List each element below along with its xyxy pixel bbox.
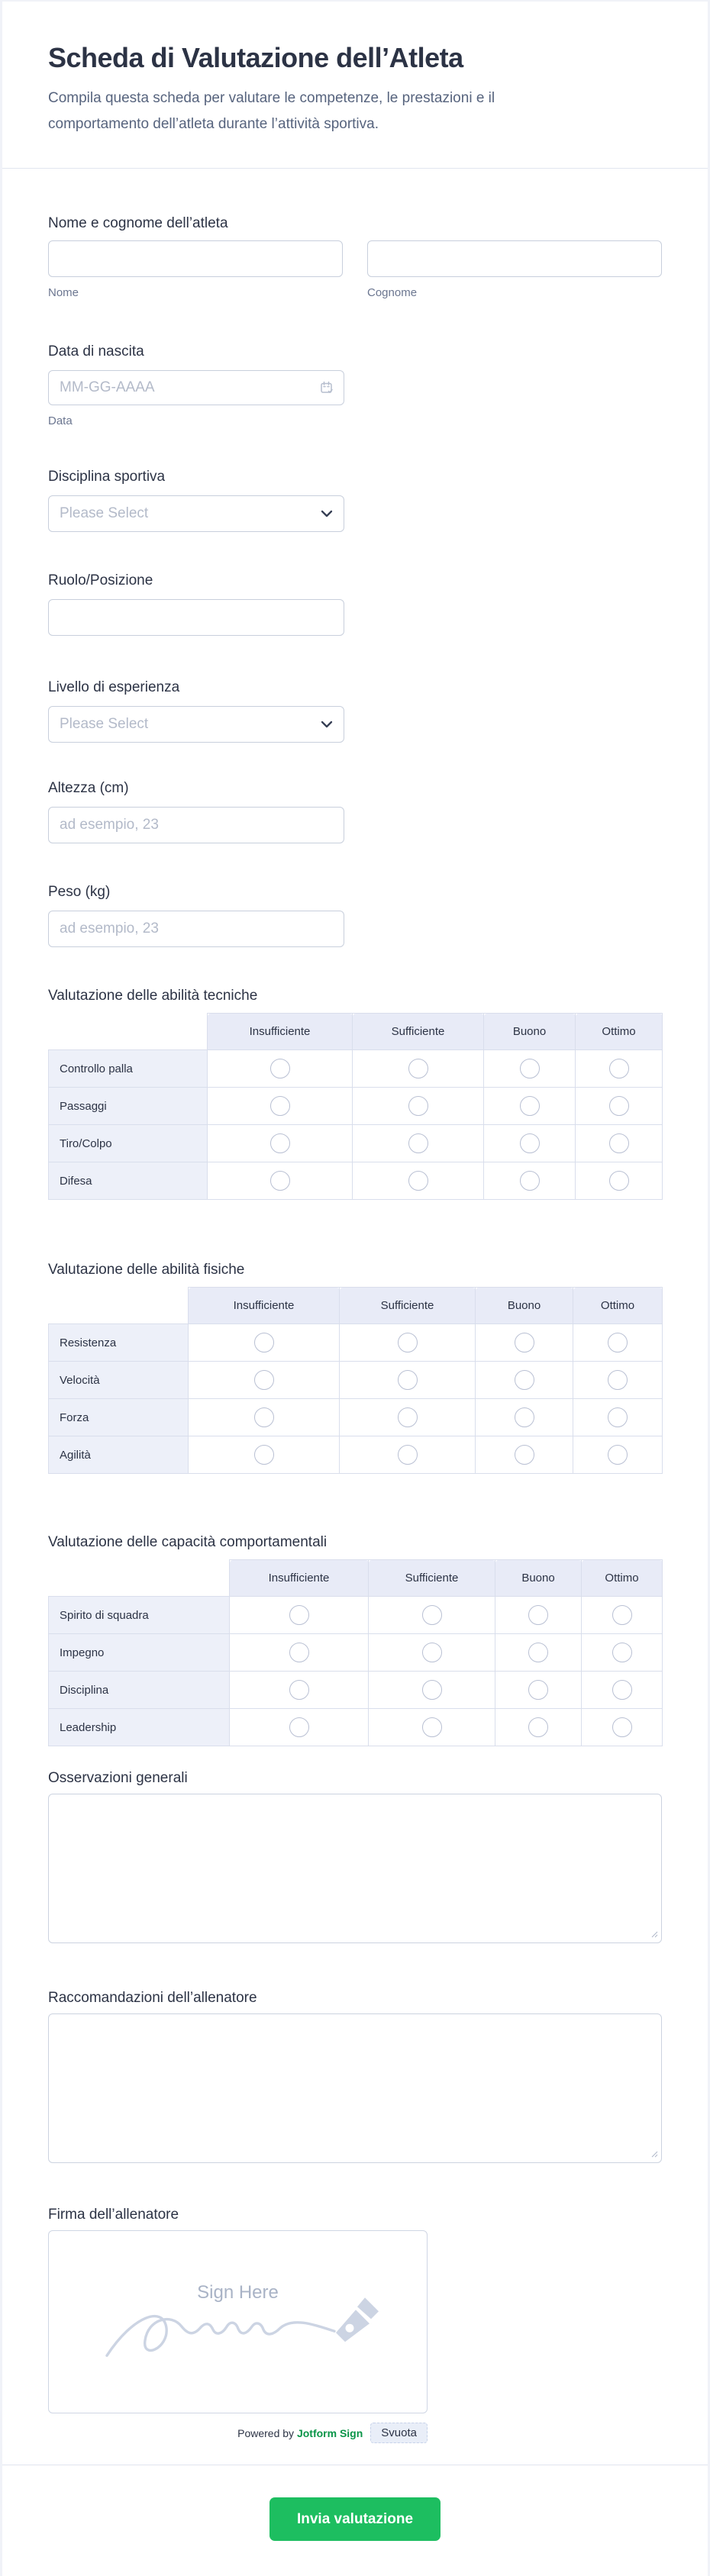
matrix-cell [369, 1597, 495, 1634]
experience-select-value: Please Select [60, 716, 149, 732]
matrix-row [49, 1050, 663, 1088]
matrix-cell [230, 1709, 369, 1746]
last-name-input[interactable] [367, 240, 662, 277]
matrix-column-header: Sufficiente [340, 1288, 476, 1324]
field-experience [48, 679, 662, 743]
matrix-cell [353, 1050, 484, 1088]
chevron-down-icon [321, 721, 333, 728]
radio-controllo-palla-ottimo[interactable] [609, 1059, 629, 1078]
calendar-icon[interactable] [319, 380, 334, 395]
observations-label: Osservazioni generali [48, 1770, 188, 1786]
matrix-cell [495, 1597, 582, 1634]
matrix-cell [340, 1399, 476, 1436]
observations-textarea[interactable] [48, 1794, 662, 1943]
radio-tiro-colpo-sufficiente[interactable] [408, 1133, 428, 1153]
radio-agilit--sufficiente[interactable] [398, 1445, 418, 1465]
matrix-column-header: Insufficiente [230, 1560, 369, 1597]
form-card [2, 2, 708, 2576]
matrix-cell [484, 1162, 576, 1200]
radio-impegno-ottimo[interactable] [612, 1643, 632, 1662]
matrix-cell [230, 1597, 369, 1634]
matrix-table-technical [48, 1013, 663, 1200]
radio-controllo-palla-buono[interactable] [520, 1059, 540, 1078]
field-recommendations [48, 1989, 662, 2163]
radio-impegno-sufficiente[interactable] [422, 1643, 442, 1662]
field-birth-date [48, 343, 662, 428]
matrix-cell [208, 1050, 353, 1088]
matrix-row-label: Disciplina [49, 1672, 230, 1709]
matrix-cell [573, 1399, 663, 1436]
recommendations-wrap [48, 2013, 662, 2163]
matrix-row [49, 1324, 663, 1362]
radio-leadership-insufficiente[interactable] [289, 1717, 309, 1737]
radio-passaggi-ottimo[interactable] [609, 1096, 629, 1116]
matrix-column-header: Sufficiente [369, 1560, 495, 1597]
matrix-cell [208, 1162, 353, 1200]
radio-passaggi-buono[interactable] [520, 1096, 540, 1116]
matrix-cell [582, 1672, 663, 1709]
radio-passaggi-insufficiente[interactable] [270, 1096, 290, 1116]
form-header [2, 2, 708, 169]
birth-date-sublabel: Data [48, 414, 73, 427]
radio-resistenza-insufficiente[interactable] [254, 1333, 274, 1352]
matrix-row [49, 1709, 663, 1746]
weight-input[interactable] [48, 911, 344, 947]
matrix-row [49, 1162, 663, 1200]
page-title: Scheda di Valutazione dell’Atleta [48, 42, 463, 73]
recommendations-label: Raccomandazioni dell’allenatore [48, 1990, 257, 2006]
matrix-cell [230, 1672, 369, 1709]
radio-tiro-colpo-ottimo[interactable] [609, 1133, 629, 1153]
clear-signature-button[interactable]: Svuota [370, 2423, 428, 2443]
radio-forza-buono[interactable] [515, 1407, 534, 1427]
submit-button[interactable]: Invia valutazione [269, 2497, 441, 2541]
matrix-cell [369, 1709, 495, 1746]
role-input[interactable] [48, 599, 344, 636]
athlete-name-label: Nome e cognome dell’atleta [48, 215, 228, 231]
signature-placeholder [93, 2276, 383, 2375]
athlete-name-inputs [48, 240, 662, 300]
matrix-row [49, 1597, 663, 1634]
field-signature [48, 2206, 662, 2443]
radio-velocit--buono[interactable] [515, 1370, 534, 1390]
matrix-cell [582, 1709, 663, 1746]
height-label: Altezza (cm) [48, 780, 129, 796]
radio-disciplina-sufficiente[interactable] [422, 1680, 442, 1700]
matrix-section-behavioral [48, 1533, 662, 1746]
radio-disciplina-buono[interactable] [528, 1680, 548, 1700]
radio-difesa-buono[interactable] [520, 1171, 540, 1191]
matrix-cell [208, 1125, 353, 1162]
matrix-cell [495, 1709, 582, 1746]
signature-footer [48, 2423, 428, 2443]
matrix-cell [340, 1324, 476, 1362]
last-name-col [367, 240, 662, 300]
matrix-cell [340, 1362, 476, 1399]
matrix-row-label: Passaggi [49, 1088, 208, 1125]
matrix-row-label: Impegno [49, 1634, 230, 1672]
birth-date-input[interactable] [48, 370, 344, 405]
first-name-col [48, 240, 343, 300]
matrix-column-header: Buono [484, 1014, 576, 1050]
sign-here-text: Sign Here [197, 2282, 279, 2304]
matrix-cell [353, 1125, 484, 1162]
radio-leadership-sufficiente[interactable] [422, 1717, 442, 1737]
matrix-row-label: Forza [49, 1399, 189, 1436]
matrix-column-header: Insufficiente [189, 1288, 340, 1324]
matrix-cell [484, 1125, 576, 1162]
matrix-cell [576, 1050, 663, 1088]
matrix-cell [476, 1436, 573, 1474]
radio-resistenza-sufficiente[interactable] [398, 1333, 418, 1352]
matrix-column-header: Ottimo [582, 1560, 663, 1597]
weight-label: Peso (kg) [48, 884, 111, 900]
radio-spirito-di-squadra-sufficiente[interactable] [422, 1605, 442, 1625]
signature-pad[interactable] [48, 2230, 428, 2413]
matrix-cell [582, 1597, 663, 1634]
signature-label: Firma dell’allenatore [48, 2207, 179, 2223]
matrix-cell [576, 1088, 663, 1125]
matrix-title: Valutazione delle abilità tecniche [48, 988, 258, 1004]
matrix-cell [189, 1399, 340, 1436]
matrix-row [49, 1672, 663, 1709]
matrix-column-header: Ottimo [576, 1014, 663, 1050]
matrix-section-physical [48, 1261, 662, 1474]
radio-agilit--buono[interactable] [515, 1445, 534, 1465]
field-observations [48, 1769, 662, 1943]
first-name-input[interactable] [48, 240, 343, 277]
matrix-row-label: Controllo palla [49, 1050, 208, 1088]
radio-impegno-insufficiente[interactable] [289, 1643, 309, 1662]
matrix-title: Valutazione delle capacità comportamentali [48, 1534, 328, 1550]
matrix-row-label: Spirito di squadra [49, 1597, 230, 1634]
radio-velocit--ottimo[interactable] [608, 1370, 628, 1390]
submit-section [2, 2465, 708, 2576]
radio-velocit--insufficiente[interactable] [254, 1370, 274, 1390]
matrix-cell [484, 1088, 576, 1125]
radio-resistenza-ottimo[interactable] [608, 1333, 628, 1352]
matrix-row [49, 1436, 663, 1474]
matrix-cell [353, 1162, 484, 1200]
matrix-table-behavioral [48, 1559, 663, 1746]
radio-forza-insufficiente[interactable] [254, 1407, 274, 1427]
matrix-cell [495, 1672, 582, 1709]
radio-difesa-sufficiente[interactable] [408, 1171, 428, 1191]
matrix-cell [230, 1634, 369, 1672]
radio-leadership-ottimo[interactable] [612, 1717, 632, 1737]
last-name-sublabel: Cognome [367, 286, 418, 299]
radio-controllo-palla-sufficiente[interactable] [408, 1059, 428, 1078]
matrix-cell [189, 1324, 340, 1362]
matrix-row [49, 1088, 663, 1125]
radio-agilit--ottimo[interactable] [608, 1445, 628, 1465]
radio-disciplina-ottimo[interactable] [612, 1680, 632, 1700]
matrix-corner-cell [49, 1560, 230, 1597]
matrix-row [49, 1362, 663, 1399]
height-input[interactable] [48, 807, 344, 843]
matrix-cell [582, 1634, 663, 1672]
matrix-cell [573, 1324, 663, 1362]
radio-difesa-insufficiente[interactable] [270, 1171, 290, 1191]
matrix-cell [573, 1436, 663, 1474]
matrix-cell [476, 1399, 573, 1436]
birth-date-wrap [48, 370, 344, 405]
matrix-corner-cell [49, 1288, 189, 1324]
matrix-row-label: Leadership [49, 1709, 230, 1746]
matrix-cell [476, 1362, 573, 1399]
matrix-cell [189, 1362, 340, 1399]
experience-select[interactable] [48, 706, 344, 743]
form-description: Compila questa scheda per valutare le competenze, le prestazioni e il comportamento dell’atleta durante l’attività sportiva. [48, 90, 495, 132]
matrix-column-header: Buono [476, 1288, 573, 1324]
chevron-down-icon [321, 510, 333, 517]
radio-impegno-buono[interactable] [528, 1643, 548, 1662]
matrix-column-header: Ottimo [573, 1288, 663, 1324]
radio-tiro-colpo-buono[interactable] [520, 1133, 540, 1153]
matrix-row [49, 1634, 663, 1672]
matrix-row-label: Resistenza [49, 1324, 189, 1362]
radio-disciplina-insufficiente[interactable] [289, 1680, 309, 1700]
field-sport [48, 468, 662, 532]
sport-select-value: Please Select [60, 505, 149, 521]
matrix-cell [353, 1088, 484, 1125]
matrix-cell [369, 1672, 495, 1709]
birth-date-label: Data di nascita [48, 343, 144, 359]
radio-leadership-buono[interactable] [528, 1717, 548, 1737]
matrix-row-label: Tiro/Colpo [49, 1125, 208, 1162]
sport-select[interactable] [48, 495, 344, 532]
matrix-corner-cell [49, 1014, 208, 1050]
sport-label: Disciplina sportiva [48, 469, 166, 485]
matrix-cell [576, 1162, 663, 1200]
radio-tiro-colpo-insufficiente[interactable] [270, 1133, 290, 1153]
matrix-cell [340, 1436, 476, 1474]
radio-agilit--insufficiente[interactable] [254, 1445, 274, 1465]
field-weight [48, 883, 662, 947]
role-label: Ruolo/Posizione [48, 572, 153, 588]
radio-forza-ottimo[interactable] [608, 1407, 628, 1427]
matrix-row [49, 1399, 663, 1436]
matrix-cell [189, 1436, 340, 1474]
matrix-table-physical [48, 1287, 663, 1474]
matrix-cell [484, 1050, 576, 1088]
matrix-row-label: Difesa [49, 1162, 208, 1200]
radio-velocit--sufficiente[interactable] [398, 1370, 418, 1390]
form-body [2, 214, 708, 2443]
matrix-column-header: Sufficiente [353, 1014, 484, 1050]
first-name-sublabel: Nome [48, 286, 79, 299]
powered-by-text: Powered by Jotform Sign [237, 2426, 363, 2439]
radio-resistenza-buono[interactable] [515, 1333, 534, 1352]
field-role [48, 572, 662, 636]
radio-controllo-palla-insufficiente[interactable] [270, 1059, 290, 1078]
matrix-column-header: Buono [495, 1560, 582, 1597]
matrix-row [49, 1125, 663, 1162]
matrix-cell [495, 1634, 582, 1672]
matrix-cell [576, 1125, 663, 1162]
field-height [48, 779, 662, 843]
field-athlete-name [48, 214, 662, 300]
observations-wrap [48, 1794, 662, 1943]
radio-spirito-di-squadra-buono[interactable] [528, 1605, 548, 1625]
matrix-title: Valutazione delle abilità fisiche [48, 1262, 245, 1278]
matrix-row-label: Agilità [49, 1436, 189, 1474]
radio-spirito-di-squadra-ottimo[interactable] [612, 1605, 632, 1625]
radio-difesa-ottimo[interactable] [609, 1171, 629, 1191]
radio-forza-sufficiente[interactable] [398, 1407, 418, 1427]
matrix-row-label: Velocità [49, 1362, 189, 1399]
radio-spirito-di-squadra-insufficiente[interactable] [289, 1605, 309, 1625]
matrix-cell [573, 1362, 663, 1399]
radio-passaggi-sufficiente[interactable] [408, 1096, 428, 1116]
experience-label: Livello di esperienza [48, 679, 180, 695]
jotform-sign-brand: Jotform Sign [296, 2426, 363, 2439]
matrix-cell [369, 1634, 495, 1672]
matrix-column-header: Insufficiente [208, 1014, 353, 1050]
matrix-cell [208, 1088, 353, 1125]
recommendations-textarea[interactable] [48, 2013, 662, 2163]
matrix-cell [476, 1324, 573, 1362]
matrix-section-technical [48, 987, 662, 1200]
